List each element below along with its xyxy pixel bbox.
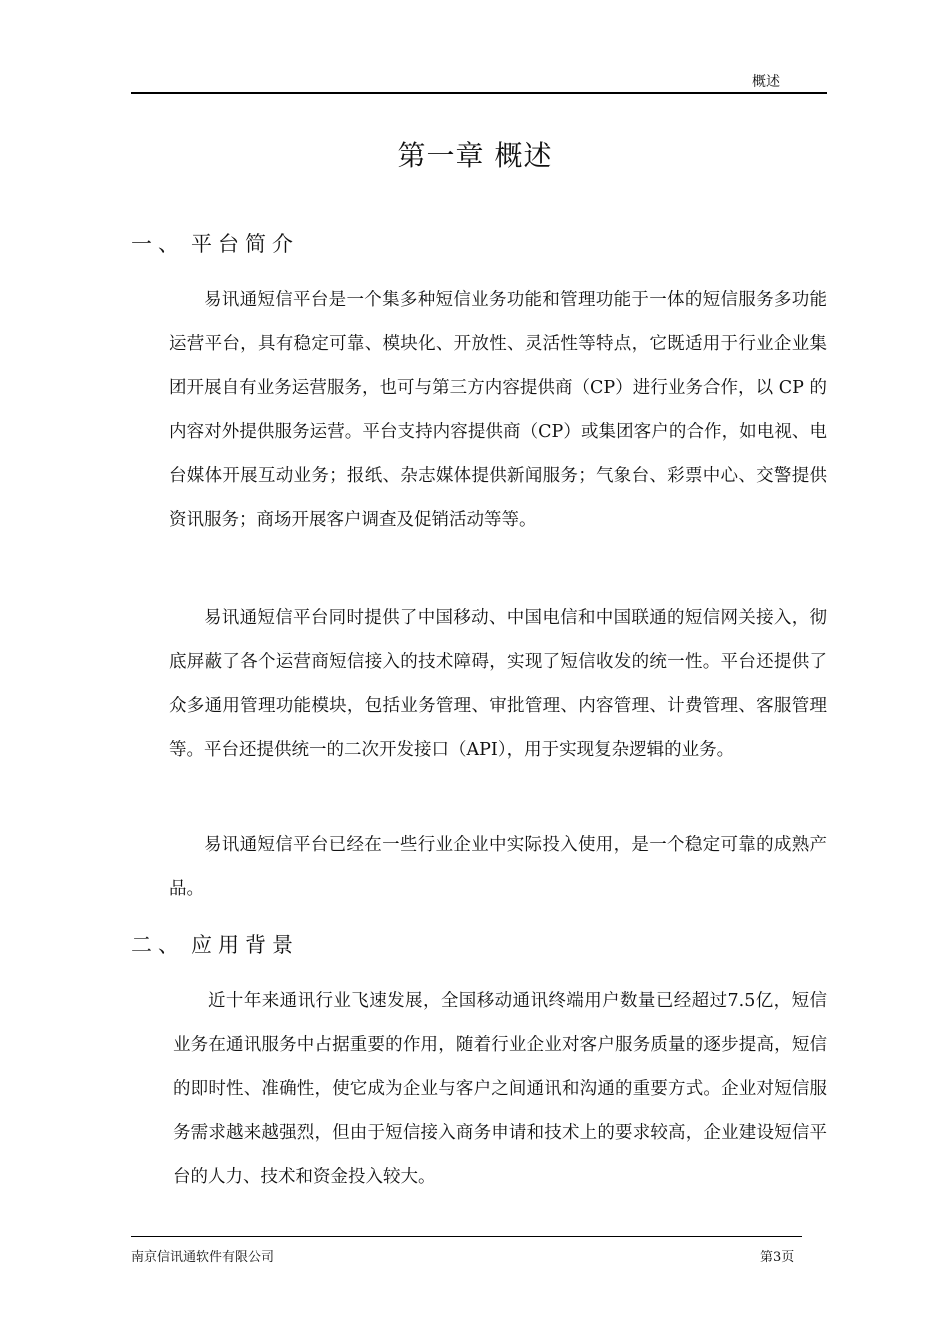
section-heading-2 <box>131 929 299 959</box>
footer-page-number: 第3页 <box>760 1250 795 1265</box>
header-chapter-label: 概述 <box>752 74 780 90</box>
section-number: 二、 <box>131 933 185 957</box>
header-rule <box>131 92 827 94</box>
footer-rule <box>131 1236 802 1237</box>
section-title: 应用背景 <box>191 933 299 957</box>
paragraph: 近十年来通讯行业飞速发展，全国移动通讯终端用户数量已经超过7.5亿，短信业务在通讯服务中占据重要的作用，随着行业企业对客户服务质量的逐步提高，短信的即时性、准确性，使它成为企业与客户之间通讯和沟通的重要方式。企业对短信服务需求越来越强烈，但由于短信接入商务申请和技术上的要求较高，企业建设短信平台的人力、技术和资金投入较大。 <box>173 991 827 1187</box>
section-heading-1 <box>131 228 299 258</box>
section-number: 一、 <box>131 232 185 256</box>
paragraph: 易讯通短信平台同时提供了中国移动、中国电信和中国联通的短信网关接入，彻底屏蔽了各个运营商短信接入的技术障碍，实现了短信收发的统一性。平台还提供了众多通用管理功能模块，包括业务管理、审批管理、内容管理、计费管理、客服管理等。平台还提供统一的二次开发接口（API），用于实现复杂逻辑的业务。 <box>169 608 827 760</box>
paragraph: 易讯通短信平台是一个集多种短信业务功能和管理功能于一体的短信服务多功能运营平台，具有稳定可靠、模块化、开放性、灵活性等特点，它既适用于行业企业集团开展自有业务运营服务，也可与第三方内容提供商（CP）进行业务合作，以 CP 的内容对外提供服务运营。平台支持内容提供商（CP）或集团客户的合作，如电视、电台媒体开展互动业务；报纸、杂志媒体提供新闻服务；气象台、彩票中心、交警提供资讯服务；商场开展客户调查及促销活动等等。 <box>169 290 827 530</box>
section-title: 平台简介 <box>191 232 299 256</box>
chapter-title: 第一章 概述 <box>397 139 553 172</box>
footer-company: 南京信讯通软件有限公司 <box>131 1250 275 1265</box>
paragraph: 易讯通短信平台已经在一些行业企业中实际投入使用，是一个稳定可靠的成熟产品。 <box>169 835 827 899</box>
